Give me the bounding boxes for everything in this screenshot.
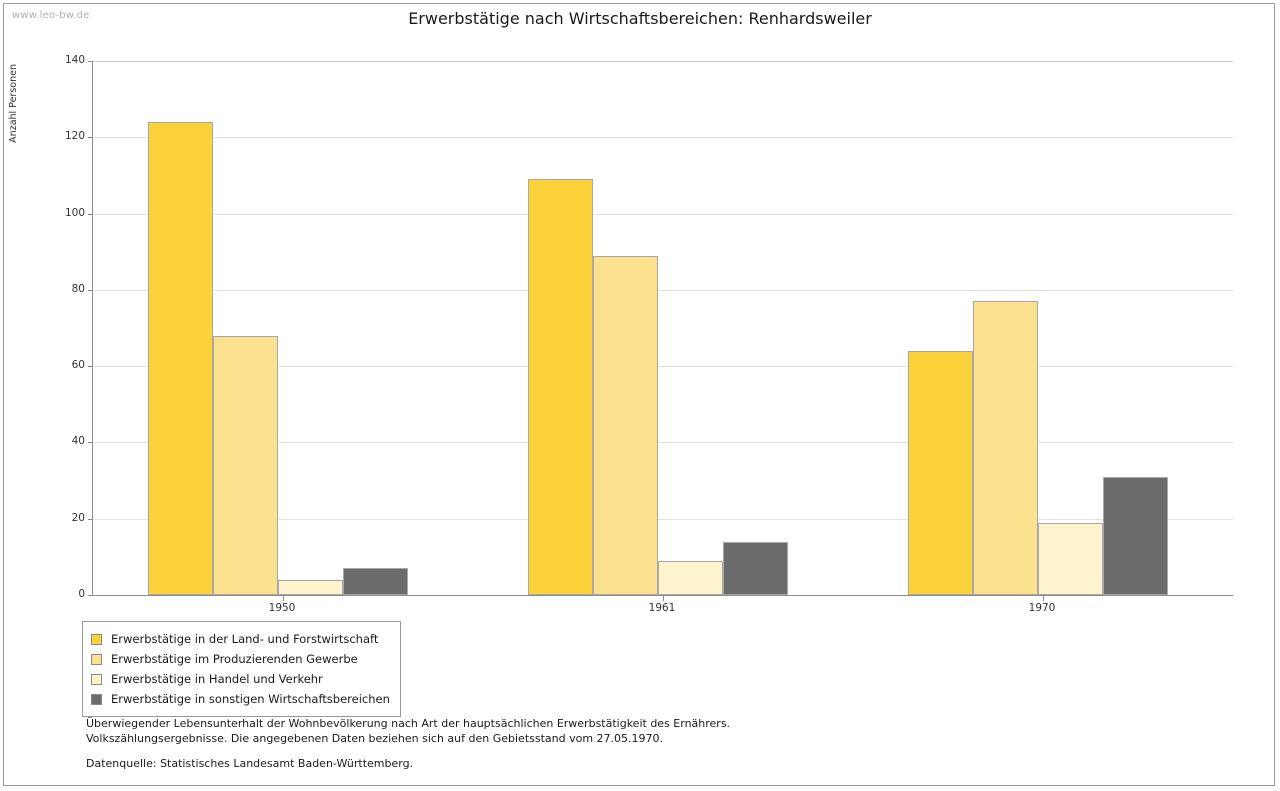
- legend-item: [91, 629, 390, 649]
- legend-item-label: Erwerbstätige in sonstigen Wirtschaftsbereichen: [111, 692, 390, 706]
- bar: [278, 580, 343, 595]
- legend-swatch-icon: [91, 694, 102, 705]
- watermark: www.leo-bw.de: [12, 10, 90, 21]
- legend-item: [91, 669, 390, 689]
- footnote-line-2: Volkszählungsergebnisse. Die angegebenen Daten beziehen sich auf den Gebietsstand vom 27.05.1970.: [86, 731, 664, 745]
- bar: [213, 336, 278, 595]
- x-axis-tick-label: 1970: [1028, 602, 1056, 614]
- bar: [343, 568, 408, 595]
- bar: [723, 542, 788, 595]
- bar: [1103, 477, 1168, 595]
- y-axis-tick-label: 100: [64, 206, 85, 219]
- x-axis-tick-mark: [663, 595, 664, 601]
- legend-swatch-icon: [91, 654, 102, 665]
- chart-frame: [3, 3, 1275, 786]
- y-axis-tick-label: 40: [71, 435, 85, 448]
- y-axis-tick-label: 120: [64, 130, 85, 143]
- y-axis-label: Anzahl Personen: [8, 64, 19, 143]
- bar-group: [93, 61, 473, 595]
- y-axis-tick-mark: [88, 595, 93, 596]
- legend-item: [91, 649, 390, 669]
- y-axis-tick-label: 20: [71, 511, 85, 524]
- bar: [1038, 523, 1103, 595]
- x-axis-tick-label: 1950: [268, 602, 296, 614]
- y-axis-tick-label: 60: [71, 359, 85, 372]
- bar: [528, 179, 593, 595]
- footnote-line-1: Überwiegender Lebensunterhalt der Wohnbevölkerung nach Art der hauptsächlichen Erwerbstätigkeit des Ernährers.: [86, 717, 731, 730]
- bar: [658, 561, 723, 595]
- bar: [148, 122, 213, 595]
- bar: [593, 256, 658, 595]
- data-source: Datenquelle: Statistisches Landesamt Baden-Württemberg.: [86, 757, 414, 770]
- legend-swatch-icon: [91, 634, 102, 645]
- chart-legend: [82, 621, 401, 717]
- footnotes: [86, 717, 730, 746]
- bar: [973, 301, 1038, 595]
- legend-item-label: Erwerbstätige in der Land- und Forstwirtschaft: [111, 632, 379, 646]
- legend-item-label: Erwerbstätige im Produzierenden Gewerbe: [111, 652, 358, 666]
- bar-group: [473, 61, 853, 595]
- plot-area: [64, 54, 1233, 600]
- bar: [908, 351, 973, 595]
- y-axis-tick-label: 140: [64, 54, 85, 66]
- legend-item: [91, 689, 390, 709]
- y-axis-tick-label: 80: [71, 282, 85, 295]
- x-axis-tick-label: 1961: [648, 602, 676, 614]
- x-axis-tick-mark: [1043, 595, 1044, 601]
- legend-item-label: Erwerbstätige in Handel und Verkehr: [111, 672, 323, 686]
- y-axis-tick-label: 0: [78, 588, 85, 600]
- chart-title: Erwerbstätige nach Wirtschaftsbereichen: Renhardsweiler: [408, 9, 872, 28]
- legend-swatch-icon: [91, 674, 102, 685]
- x-axis-tick-mark: [283, 595, 284, 601]
- bar-group: [853, 61, 1233, 595]
